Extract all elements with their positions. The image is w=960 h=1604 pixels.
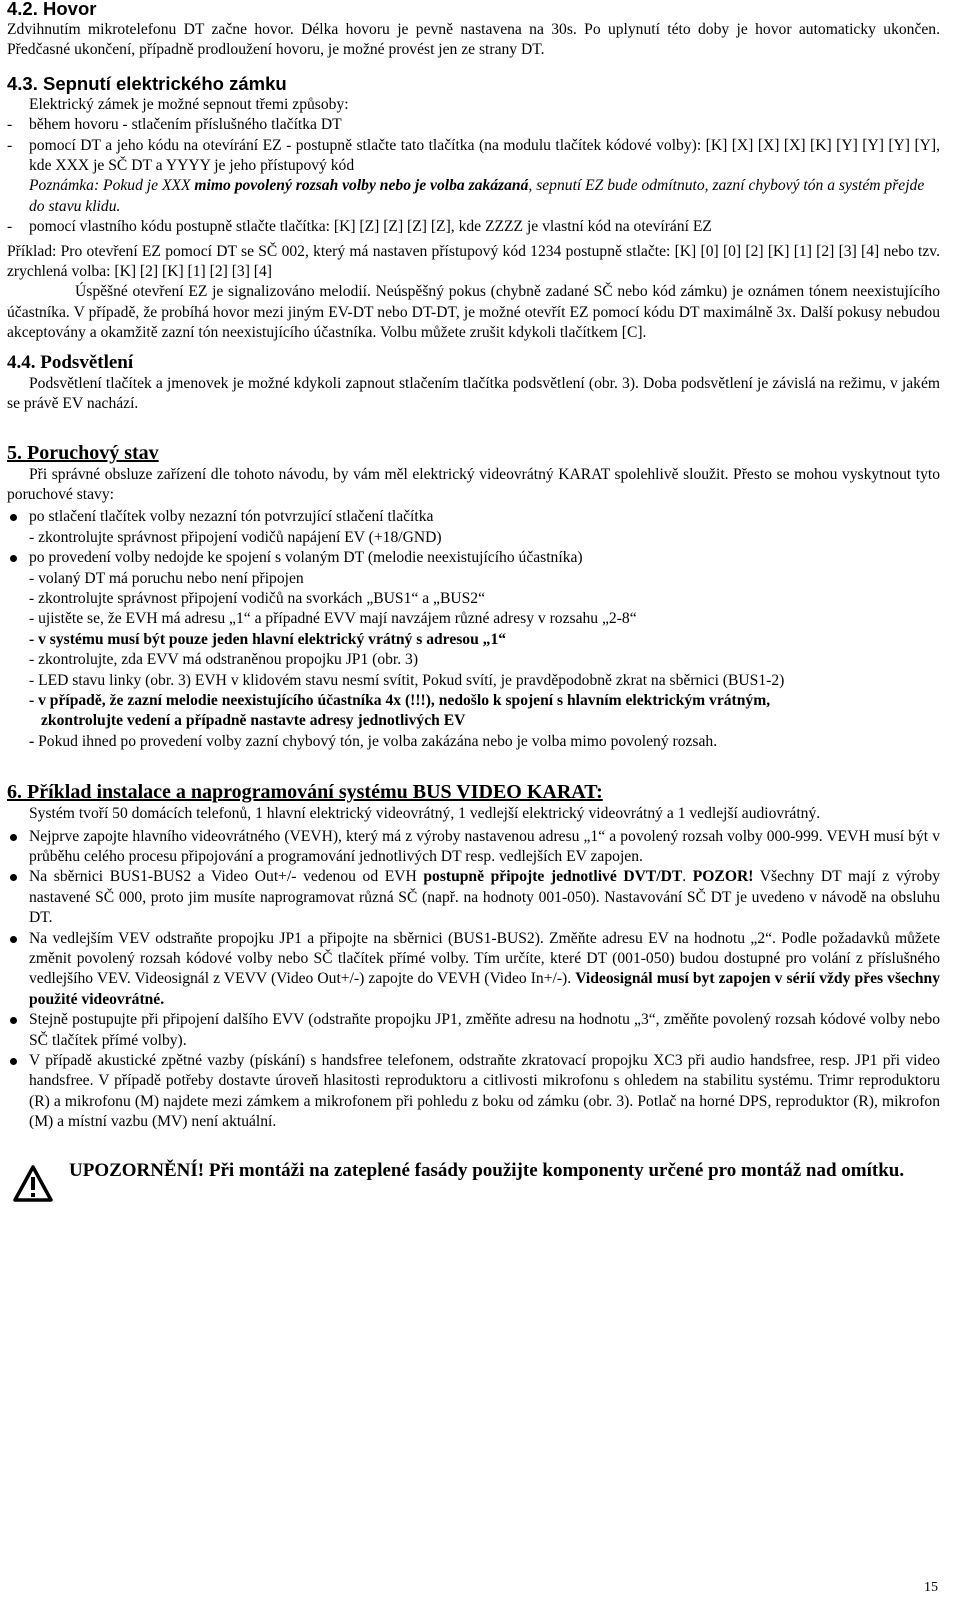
bullet-icon <box>7 867 29 928</box>
section-4-2-text: Zdvihnutím mikrotelefonu DT začne hovor. Délka hovoru je pevně nastavena na 30s. Po uplynutí této doby je hovor automaticky ukončen. Předčasné ukončení, případně prodloužení hovoru, je možné provést jen ze strany DT. <box>7 21 940 59</box>
bullet-text-part: Na sběrnici BUS1-BUS2 a Video Out+/- vedenou od EVH <box>29 868 424 886</box>
bullet-text: po provedení volby nedojde ke spojení s volaným DT (melodie neexistujícího účastníka) <box>29 549 583 567</box>
warning-text: UPOZORNĚNÍ! Při montáži na zateplené fasády použijte komponenty určené pro montáž nad omítku. <box>69 1159 905 1181</box>
sub-item: - zkontrolujte, zda EVV má odstraněnou propojku JP1 (obr. 3) <box>29 651 419 669</box>
note-emphasis: mimo povolený rozsah volby nebo je volba zakázaná <box>194 177 529 195</box>
sub-item: - zkontrolujte správnost připojení vodičů na svorkách „BUS1“ a „BUS2“ <box>29 589 486 607</box>
sub-item: - v případě, že zazní melodie neexistujícího účastníka 4x (!!!), nedošlo k spojení s hlavním elektrickým vrátným, <box>29 691 771 709</box>
bullet-item <box>7 867 940 928</box>
bullet-text-bold: Videosignál musí byt zapojen v sérií vždy přes všechny použité videovrátné. <box>29 970 940 1008</box>
bullet-item <box>7 1051 940 1133</box>
note-tail: , sepnutí EZ bude odmítnuto, zazní chybový tón a systém přejde do stavu klidu. <box>29 177 925 215</box>
section-6-intro: Systém tvoří 50 domácích telefonů, 1 hlavní elektrický videovrátný, 1 vedlejší elektrický videovrátný a 1 vedlejší audiovrátný. <box>29 805 821 823</box>
section-6-title <box>7 780 940 804</box>
result-text: Úspěšné otevření EZ je signalizováno melodií. Neúspěšný pokus (chybně zadané SČ nebo kód zámku) je oznámen tónem neexistujícího účastníka. V případě, že probíhá hovor mezi jiným EV-DT nebo DT-DT, je možné otevřít EZ pomocí kódu DT maximálně 3x. Další pokusy nebudou akceptovány a okamžitě zazní tón neexistujícího účastníka. Volbu můžete zrušit kdykoli tlačítkem [C]. <box>7 283 940 342</box>
bullet-text-bold: postupně připojte jednotlivé DVT/DT <box>423 868 683 886</box>
bullet-text-part: Všechny DT mají z výroby nastavené SČ 000, proto jim musíte naprogramovat různá SČ (např. na hodnoty 001-050). Nastavování SČ DT je uvedeno v návodě na obsluhu DT. <box>29 868 941 927</box>
note-lead: Poznámka: Pokud je XXX <box>29 177 195 195</box>
list-item <box>7 217 940 237</box>
dash-marker: - <box>7 116 13 134</box>
section-5-intro: Při správné obsluze zařízení dle tohoto návodu, by vám měl elektrický videovrátný KARAT spolehlivě sloužit. Přesto se mohou vyskytnout tyto poruchové stavy: <box>7 465 940 503</box>
sub-item: - zkontrolujte správnost připojení vodičů napájení EV (+18/GND) <box>29 528 442 546</box>
sub-item-continuation: zkontrolujte vedení a případně nastavte adresy jednotlivých EV <box>41 712 466 730</box>
sub-item-text: Pokud ihned po provedení volby zazní chybový tón, je volba zakázána nebo je volba mimo povolený rozsah. <box>34 732 718 750</box>
bullet-text <box>29 867 940 928</box>
bullet-icon <box>7 507 29 527</box>
section-4-2-title: 4.2. Hovor <box>7 0 97 19</box>
section-4-4-title: 4.4. Podsvětlení <box>7 351 134 373</box>
sub-item <box>7 732 940 752</box>
bullet-item <box>7 548 940 568</box>
list-item-text: během hovoru - stlačením příslušného tlačítka DT <box>29 116 342 134</box>
bullet-text: Stejně postupujte při připojení dalšího EVV (odstraňte propojku JP1, změňte adresu na hodnotu „3“, změňte povolený rozsah kódové volby nebo SČ tlačítek přímé volby). <box>29 1011 940 1049</box>
bullet-icon <box>7 548 29 568</box>
list-item-text: pomocí vlastního kódu postupně stlačte tlačítka: [K] [Z] [Z] [Z] [Z], kde ZZZZ je vlastní kód na otevírání EZ <box>29 218 712 236</box>
dash-marker: - <box>7 218 13 236</box>
bullet-icon <box>7 1051 29 1133</box>
bullet-icon <box>7 1010 29 1051</box>
sub-item: - ujistěte se, že EVH má adresu „1“ a případné EVV mají navzájem různé adresy v rozsahu „2-8“ <box>29 610 637 628</box>
section-4-4-text: Podsvětlení tlačítek a jmenovek je možné kdykoli zapnout stlačením tlačítka podsvětlení (obr. 3). Doba podsvětlení je závislá na režimu, v jakém se právě EV nachází. <box>7 374 940 413</box>
section-6-title-text: 6. Příklad instalace a naprogramování systému BUS VIDEO KARAT: <box>7 781 603 804</box>
section-5-title-text: 5. Poruchový stav <box>7 441 159 464</box>
warning-box <box>7 1159 940 1209</box>
note <box>7 176 940 217</box>
dash-marker: - <box>7 136 13 154</box>
list-item <box>7 115 940 135</box>
warning-triangle-icon <box>13 1165 53 1209</box>
list-item <box>7 136 940 177</box>
list-item-text: pomocí DT a jeho kódu na otevírání EZ - postupně stlačte tato tlačítka (na modulu tlačítek kódové volby): [K] [X] [X] [X] [K] [Y] [Y] [Y] [Y], kde XXX je SČ DT a YYYY je jeho přístupový kód <box>29 136 940 175</box>
section-5-title <box>7 441 940 465</box>
example-text: Příklad: Pro otevření EZ pomocí DT se SČ 002, který má nastaven přístupový kód 1234 postupně stlačte: [K] [0] [0] [2] [K] [1] [2] [3] [4] nebo tzv. zrychlená volba: [K] [2] [K] [1] [2] [3] [4] <box>7 242 940 281</box>
sub-item: - volaný DT má poruchu nebo není připojen <box>29 569 304 587</box>
bullet-icon <box>7 827 29 868</box>
bullet-text: po stlačení tlačítek volby nezazní tón potvrzující stlačení tlačítka <box>29 508 434 526</box>
section-4-3-title: 4.3. Sepnutí elektrického zámku <box>7 72 287 94</box>
bullet-item <box>7 1010 940 1051</box>
page-number: 15 <box>924 1580 938 1595</box>
bullet-text-part: Na vedlejším VEV odstraňte propojku JP1 a připojte na sběrnici (BUS1-BUS2). Změňte adresu EV na hodnotu „2“. Podle požadavků můžete změnit povolený rozsah kódové volby nebo SČ tlačítek přímé volby. Tím určíte, které DT (001-050) budou dostupné pro volání z příslušného vedlejšího VEV. Videosignál z VEVV (Video Out+/-) zapojte do VEVH (Video In+/-). <box>29 929 940 988</box>
bullet-text <box>29 929 940 1011</box>
bullet-item <box>7 929 940 1011</box>
sub-item: - LED stavu linky (obr. 3) EVH v klidovém stavu nesmí svítit, Pokud svítí, je pravděpodobně zkrat na sběrnici (BUS1-2) <box>29 671 785 689</box>
sub-item: - v systému musí být pouze jeden hlavní elektrický vrátný s adresou „1“ <box>29 630 507 648</box>
bullet-text: V případě akustické zpětné vazby (pískání) s handsfree telefonem, odstraňte zkratovací propojku XC3 při audio handsfree, resp. JP1 při video handsfree. V případě potřeby dostavte úroveň hlasitosti reproduktoru a citlivosti mikrofonu s ohledem na stabilitu systému. Trimr reproduktoru (R) a mikrofonu (M) najdete mezi zámkem a mikrofonem při pohledu z boku od zámku (obr. 3). Potlač na horné DPS, reproduktor (R), mikrofon (M) a místní vazbu (MV) není aktuální. <box>29 1052 940 1131</box>
bullet-text: Nejprve zapojte hlavního videovrátného (VEVH), který má z výroby nastavenou adresu „1“ a povolený rozsah volby 000-999. VEVH musí být v průběhu celého procesu připojování a programování jednotlivých DT resp. vedlejších EV zapojen. <box>29 827 940 865</box>
bullet-item <box>7 507 940 527</box>
bullet-text-bold: POZOR! <box>692 868 754 886</box>
sub-item-dash: - <box>29 732 35 750</box>
bullet-text-part: . <box>682 868 693 886</box>
bullet-item <box>7 827 940 868</box>
bullet-icon <box>7 929 29 1011</box>
section-4-3-intro: Elektrický zámek je možné sepnout třemi způsoby: <box>29 95 349 113</box>
